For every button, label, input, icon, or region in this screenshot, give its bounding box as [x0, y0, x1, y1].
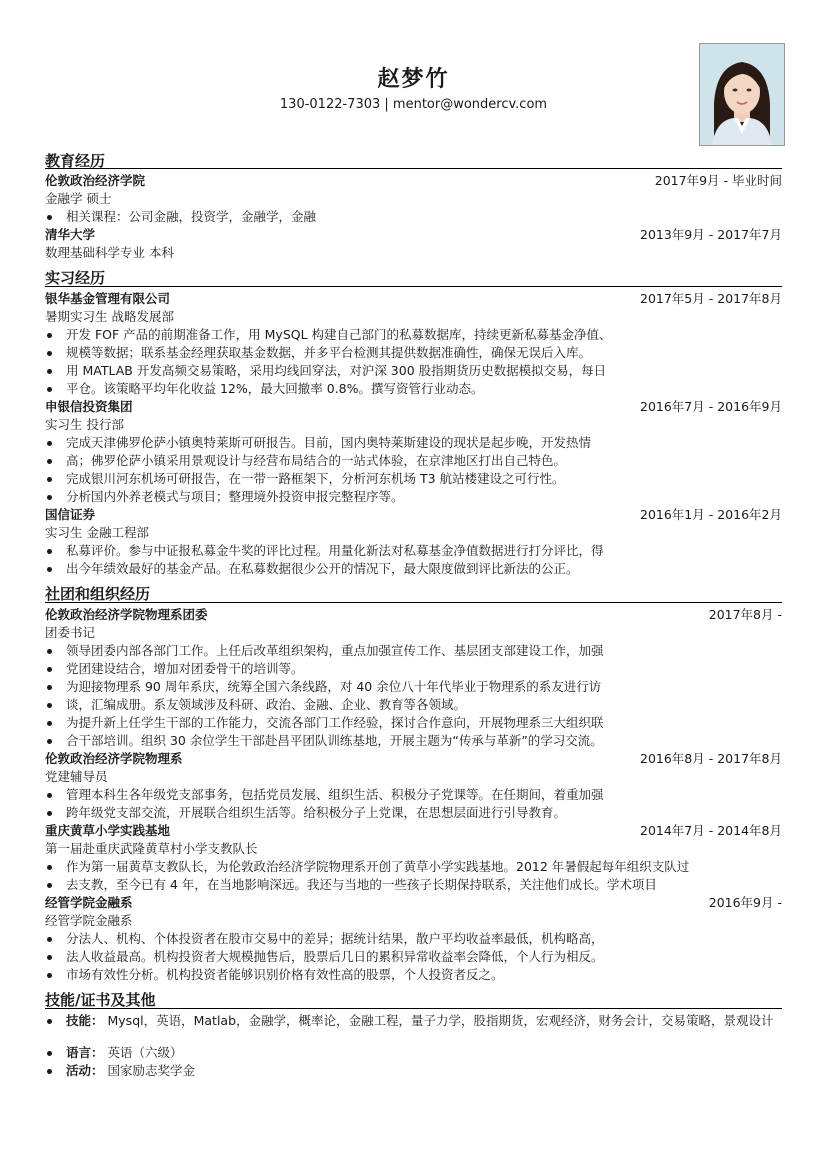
entry-header: [45, 226, 782, 244]
skill-label: 活动：: [66, 1063, 104, 1078]
bullet-icon: [47, 549, 52, 554]
bullet-icon: [47, 351, 52, 356]
portrait-image: [700, 44, 784, 145]
bullet-icon: [47, 387, 52, 392]
org-name: 重庆黄草小学实践基地: [45, 823, 171, 838]
section-divider: [45, 168, 782, 169]
entry-role: 党建辅导员: [45, 769, 108, 784]
bullet-icon: [47, 1019, 52, 1024]
bullet-icon: [47, 973, 52, 978]
bullet-icon: [47, 811, 52, 816]
bullet-icon: [47, 441, 52, 446]
entry-role: 金融学 硕士: [45, 191, 112, 206]
entry-role: 实习生 投行部: [45, 417, 124, 432]
bullet-icon: [47, 937, 52, 942]
bullet-icon: [47, 333, 52, 338]
skill-label: 技能：: [66, 1013, 104, 1028]
bullet-icon: [47, 793, 52, 798]
bullet-icon: [47, 1051, 52, 1056]
bullet-icon: [47, 215, 52, 220]
date-range: 2017年8月 -: [708, 607, 782, 622]
date-range: 2016年9月 -: [708, 895, 782, 910]
date-range: 2016年7月 - 2016年9月: [640, 399, 782, 414]
bullet-icon: [47, 703, 52, 708]
bullet-icon: [47, 369, 52, 374]
entry-role: 实习生 金融工程部: [45, 525, 149, 540]
bullet-icon: [47, 495, 52, 500]
entry-header: [45, 894, 782, 912]
entry-header: [45, 606, 782, 624]
date-range: 2014年7月 - 2014年8月: [640, 823, 782, 838]
section-title-activities: 社团和组织经历: [45, 585, 151, 603]
date-range: 2016年8月 - 2017年8月: [640, 751, 782, 766]
bullet-icon: [47, 883, 52, 888]
candidate-name: 赵梦竹: [377, 67, 450, 92]
bullet-icon: [47, 739, 52, 744]
entry-header: [45, 750, 782, 768]
date-range: 2013年9月 - 2017年7月: [640, 227, 782, 242]
org-name: 银华基金管理有限公司: [45, 291, 171, 306]
org-name: 经管学院金融系: [45, 895, 133, 910]
contact-info: 130-0122-7303 | mentor@wondercv.com: [279, 97, 548, 112]
skill-label: 语言：: [66, 1045, 104, 1060]
entry-header: [45, 506, 782, 524]
resume-page: 赵梦竹 130-0122-7303 | mentor@wondercv.com 教育经历 伦敦政治经济学院 2017年9月 - 毕业时间 金融学 硕士 相关课程：公司金融，投资学，金融学，金融 清华大学 2013年9月 - 2017年7月 数理基础科学专业 本科 实习经历 银华基金管理有限公司 2017年5月 - 2017年8月 暑期实习生 战略发展部 开发 FOF 产品的前期准备工作，用 MySQL 构建自己部门的私募数据库，持续更新私募基金净值、 规模等数据；联系基金经理获取基金数据，并多平台检测其提供数据准确性，确保无误后入库。 用 MATLAB 开发高频交易策略，采用均线回穿法，对沪深 300 股指期货历史数据模拟交易，每日 平仓。该策略平均年化收益 12%，最大回撤率 0.8%。撰写资管行业动态。 申银信投资集团 2016年7月 - 2016年9月 实习生 投行部 完成天津佛罗伦萨小镇奥特莱斯可研报告。目前，国内奥特莱斯建设的现状是起步晚，开发热情 高；佛罗伦萨小镇采用景观设计与经营布局结合的一站式体验，在京津地区打出自己特色。 完成银川河东机场可研报告，在一带一路框架下，分析河东机场 T3 航站楼建设之可行性。 分析国内外养老模式与项目；整理境外投资申报完整程序等。 国信证券 2016年1月 - 2016年2月 实习生 金融工程部 私募评价。参与中证报私募金牛奖的评比过程。用量化新法对私募基金净值数据进行打分评比，得 出今年绩效最好的基金产品。在私募数据很少公开的情况下，最大限度做到评比新法的公正。 社团和组织经历 伦敦政治经济学院物理系团委 2017年8月 - 团委书记 领导团委内部各部门工作。上任后改革组织架构，重点加强宣传工作、基层团支部建设工作，加强 党团建设结合，增加对团委骨干的培训等。 为迎接物理系 90 周年系庆，统筹全国六条线路，对 40 余位八十年代毕业于物理系的系友进行访 谈，汇编成册。系友领域涉及科研、政治、金融、企业、教育等各领域。 为提升新上任学生干部的工作能力，交流各部门工作经验，探讨合作意向，开展物理系三大组织联 合干部培训。组织 30 余位学生干部赴昌平团队训练基地，开展主题为“传承与革新”的学习交流。 伦敦政治经济学院物理系 2016年8月 - 2017年8月 党建辅导员 管理本科生各年级党支部事务，包括党员发展、组织生活、积极分子党课等。在任期间，着重加强 跨年级党支部交流，开展联合组织生活等。给积极分子上党课，在思想层面进行引导教育。 重庆黄草小学实践基地 2014年7月 - 2014年8月 第一届赴重庆武隆黄草村小学支教队长 作为第一届黄草支教队长，为伦敦政治经济学院物理系开创了黄草小学实践基地。2012 年暑假起每年组织支队过 去支教，至今已有 4 年，在当地影响深远。我还与当地的一些孩子长期保持联系，关注他们成长。学术项目 经管学院金融系 2016年9月 - 经管学院金融系 分法人、机构、个体投资者在股市交易中的差异；据统计结果，散户平均收益率最低，机构略高， 法人收益最高。机构投资者大规模抛售后，股票后几日的累积异常收益率会降低，个人行为相反。 市场有效性分析。机构投资者能够识别价格有效性高的股票，个人投资者反之。 技能/证书及其他 技能： Mysql，英语，Matlab，金融学，概率论，金融工程，量子力学，股指期货，宏观经济，财务会计，交易策略，景观设计 语言： 英语（六级） 活动： 国家励志奖学金: [45, 0, 782, 1169]
section-divider: [45, 286, 782, 287]
skill-value: 英语（六级）: [107, 1045, 183, 1060]
bullet-icon: [47, 477, 52, 482]
bullet-icon: [47, 685, 52, 690]
entry-role: 经管学院金融系: [45, 913, 133, 928]
entry-role: 第一届赴重庆武隆黄草村小学支教队长: [45, 841, 258, 856]
entry-role: 数理基础科学专业 本科: [45, 245, 174, 260]
org-name: 伦敦政治经济学院: [45, 173, 146, 188]
bullet-icon: [47, 567, 52, 572]
entry-header: [45, 822, 782, 840]
section-divider: [45, 1008, 782, 1009]
bullet-icon: [47, 1069, 52, 1074]
profile-photo: [699, 43, 785, 146]
section-title-skills: 技能/证书及其他: [45, 991, 156, 1009]
section-divider: [45, 602, 782, 603]
bullet-icon: [47, 459, 52, 464]
bullet-icon: [47, 649, 52, 654]
org-name: 伦敦政治经济学院物理系: [45, 751, 183, 766]
entry-header: [45, 290, 782, 308]
skill-value: 国家励志奖学金: [107, 1063, 196, 1078]
org-name: 伦敦政治经济学院物理系团委: [45, 607, 208, 622]
entry-role: 暑期实习生 战略发展部: [45, 309, 174, 324]
entry-role: 团委书记: [45, 625, 96, 640]
section-title-education: 教育经历: [45, 152, 106, 170]
bullet-icon: [47, 865, 52, 870]
bullet-icon: [47, 955, 52, 960]
org-name: 申银信投资集团: [45, 399, 133, 414]
org-name: 清华大学: [45, 227, 96, 242]
skill-item: [45, 1012, 782, 1048]
section-title-internship: 实习经历: [45, 269, 106, 287]
org-name: 国信证券: [45, 507, 96, 522]
date-range: 2016年1月 - 2016年2月: [640, 507, 782, 522]
entry-header: [45, 172, 782, 190]
date-range: 2017年5月 - 2017年8月: [640, 291, 782, 306]
bullet-icon: [47, 667, 52, 672]
date-range: 2017年9月 - 毕业时间: [654, 173, 782, 188]
skill-value: Mysql，英语，Matlab，金融学，概率论，金融工程，量子力学，股指期货，宏观经济，财务会计，交易策略，景观设计: [107, 1013, 774, 1028]
bullet-icon: [47, 721, 52, 726]
entry-header: [45, 398, 782, 416]
